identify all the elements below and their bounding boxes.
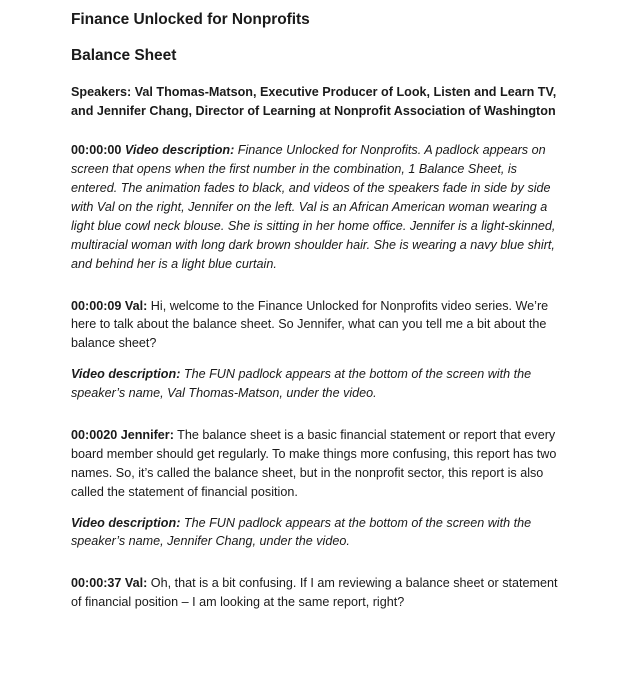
timestamp: 00:00:00 <box>71 143 125 158</box>
speakers-line: Speakers: Val Thomas-Matson, Executive Producer of Look, Listen and Learn TV, and Jennifer Chang, Director of Learning at Nonprofit Association of Washington <box>71 85 557 118</box>
transcript-block <box>71 120 560 273</box>
speaker-prefix: 00:00:09 Val: <box>71 298 148 313</box>
video-description-text: The FUN padlock appears at the bottom of the screen with the speaker’s name, Val Thomas-Matson, under the video. <box>71 367 532 401</box>
speech-paragraph <box>71 426 560 502</box>
transcript-block <box>71 274 560 403</box>
video-description-label: Video description: <box>124 143 235 158</box>
page-title: Finance Unlocked for Nonprofits <box>71 11 310 28</box>
video-description-paragraph <box>71 141 560 273</box>
video-description-text: The FUN padlock appears at the bottom of the screen with the speaker’s name, Jennifer Chang, under the video. <box>71 515 532 549</box>
video-description-label: Video description: <box>71 367 181 382</box>
video-description-label: Video description: <box>71 515 181 530</box>
speaker-prefix: 00:0020 Jennifer: <box>71 427 174 442</box>
speech-text: Oh, that is a bit confusing. If I am reviewing a balance sheet or statement of financial position – I am looking at the same report, right? <box>71 576 558 610</box>
speech-text: The balance sheet is a basic financial statement or report that every board member should get regularly. To make things more confusing, this report has two names. So, it’s called the balance sheet, but in the nonprofit sector, this report is also called the statement of financial position. <box>71 427 557 499</box>
transcript-block <box>71 551 560 612</box>
transcript-block <box>71 403 560 551</box>
video-description-paragraph <box>71 502 560 552</box>
video-description-text: Finance Unlocked for Nonprofits. A padlock appears on screen that opens when the first number in the combination, 1 Balance Sheet, is entered. The animation fades to black, and videos of the speakers fade in side by side with Val on the right, Jennifer on the left. Val is an African American woman wearing a light blue cowl neck blouse. She is sitting in her home office. Jennifer is a light-skinned, multiracial woman with long dark brown shoulder hair. She is wearing a navy blue shirt, and behind her is a light blue curtain. <box>71 143 556 271</box>
video-description-paragraph <box>71 353 560 403</box>
speech-text: Hi, welcome to the Finance Unlocked for Nonprofits video series. We’re here to talk about the balance sheet. So Jennifer, what can you tell me a bit about the balance sheet? <box>71 298 549 351</box>
speech-paragraph <box>71 297 560 354</box>
speaker-prefix: 00:00:37 Val: <box>71 576 148 591</box>
document-subtitle: Balance Sheet <box>71 47 177 65</box>
speech-paragraph <box>71 574 560 612</box>
